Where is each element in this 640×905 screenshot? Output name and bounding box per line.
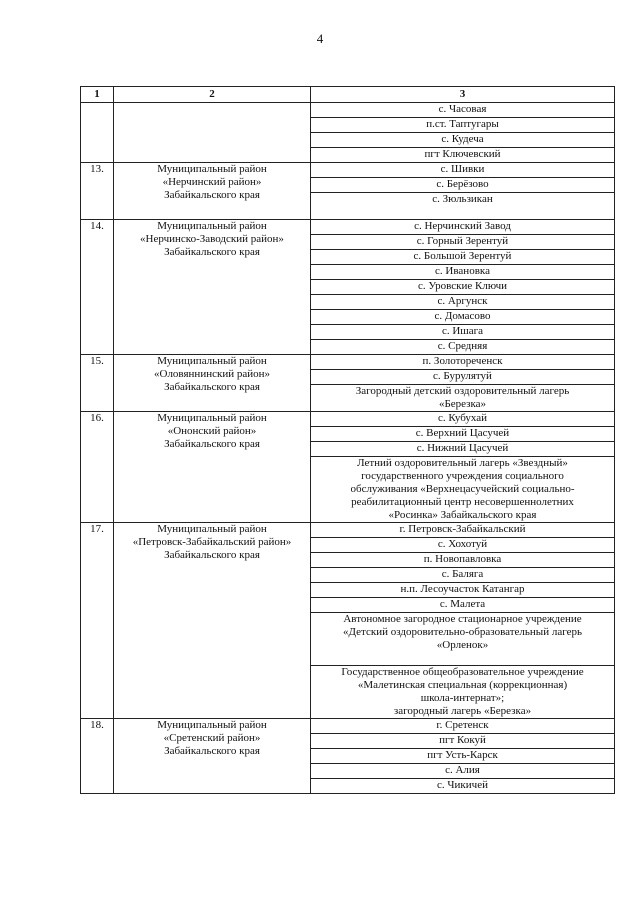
settlement-name-line: Летний оздоровительный лагерь «Звездный» xyxy=(357,457,568,469)
settlement-name-line: п. Золотореченск xyxy=(422,355,503,367)
table-row xyxy=(81,220,615,235)
settlement-cell xyxy=(311,719,615,734)
district-name-line: Муниципальный район xyxy=(157,220,267,232)
district-name-line: «Нерчинский район» xyxy=(162,176,262,188)
settlement-name-line: Автономное загородное стационарное учреждение xyxy=(343,613,582,625)
row-number: 16. xyxy=(81,412,114,523)
settlement-name-line: с. Баляга xyxy=(441,568,484,580)
settlement-cell xyxy=(311,523,615,538)
settlement-cell xyxy=(311,163,615,178)
page-number: 4 xyxy=(316,31,324,46)
district-name-line: «Нерчинско-Заводский район» xyxy=(140,233,284,245)
settlement-name-line: обслуживания «Верхнецасучейский социально- xyxy=(350,483,575,495)
column-header-2: 2 xyxy=(114,87,311,103)
settlement-cell xyxy=(311,538,615,553)
district-name-line: Муниципальный район xyxy=(157,523,267,535)
settlement-name-line: с. Горный Зерентуй xyxy=(416,235,509,247)
settlement-name-line: Загородный детский оздоровительный лагерь xyxy=(355,385,570,397)
settlement-name-line: с. Алия xyxy=(445,764,480,776)
settlement-cell xyxy=(311,235,615,250)
settlement-name-line: н.п. Лесоучасток Катангар xyxy=(400,583,525,595)
district-cell xyxy=(114,412,311,523)
settlement-cell xyxy=(311,220,615,235)
district-cell xyxy=(114,163,311,220)
column-header-3: 3 xyxy=(311,87,615,103)
district-cell xyxy=(114,103,311,163)
settlement-cell xyxy=(311,412,615,427)
settlement-name-line: «Росинка» Забайкальского края xyxy=(388,509,537,521)
settlement-name-line: «Березка» xyxy=(438,398,487,410)
column-header-1: 1 xyxy=(81,87,114,103)
settlement-name-line: п.ст. Таптугары xyxy=(426,118,499,130)
settlement-name-line: с. Хохотуй xyxy=(437,538,488,550)
settlement-cell xyxy=(311,764,615,779)
row-number: 13. xyxy=(81,163,114,220)
settlement-cell xyxy=(311,265,615,280)
district-cell xyxy=(114,523,311,719)
settlement-cell xyxy=(311,553,615,568)
district-name-line: Забайкальского края xyxy=(164,189,260,201)
settlement-name-line: с. Берёзово xyxy=(436,178,489,190)
settlement-name-line: с. Шивки xyxy=(440,163,485,175)
row-number: 18. xyxy=(81,719,114,794)
settlement-cell xyxy=(311,666,615,719)
settlement-cell xyxy=(311,295,615,310)
settlement-cell xyxy=(311,118,615,133)
settlement-name-line xyxy=(315,652,610,665)
settlement-cell xyxy=(311,613,615,666)
settlement-cell xyxy=(311,103,615,118)
settlement-cell xyxy=(311,598,615,613)
settlement-name-line xyxy=(315,206,610,219)
settlement-name-line: с. Кубухай xyxy=(437,412,488,424)
settlement-cell xyxy=(311,457,615,523)
table-row xyxy=(81,103,615,118)
district-name-line: Забайкальского края xyxy=(164,745,260,757)
district-name-line: Муниципальный район xyxy=(157,163,267,175)
district-cell xyxy=(114,719,311,794)
settlement-cell xyxy=(311,749,615,764)
settlement-name-line: загородный лагерь «Березка» xyxy=(393,705,532,717)
settlement-cell xyxy=(311,193,615,220)
district-name-line: Забайкальского края xyxy=(164,438,260,450)
settlement-name-line: п. Новопавловка xyxy=(423,553,502,565)
district-cell xyxy=(114,220,311,355)
settlement-name-line: с. Аргунск xyxy=(437,295,488,307)
settlement-cell xyxy=(311,779,615,794)
settlement-name-line: г. Петровск-Забайкальский xyxy=(399,523,526,535)
settlement-name-line: с. Чикичей xyxy=(437,779,488,791)
district-name-line: «Ононский район» xyxy=(167,425,257,437)
settlement-cell xyxy=(311,370,615,385)
settlement-name-line: с. Домасово xyxy=(434,310,491,322)
settlement-name-line: с. Нижний Цасучей xyxy=(416,442,509,454)
table-row xyxy=(81,719,615,734)
district-name-line: «Оловяннинский район» xyxy=(154,368,270,380)
district-name-line: Забайкальского края xyxy=(164,246,260,258)
settlement-name-line: реабилитационный центр несовершеннолетних xyxy=(351,496,574,508)
settlement-cell xyxy=(311,583,615,598)
settlement-name-line: школа-интернат»; xyxy=(420,692,505,704)
settlement-name-line: с. Малета xyxy=(439,598,486,610)
settlements-table xyxy=(80,86,615,794)
settlement-name-line: с. Часовая xyxy=(438,103,487,115)
settlement-cell xyxy=(311,427,615,442)
settlement-name-line: с. Большой Зерентуй xyxy=(413,250,512,262)
settlement-name-line: г. Сретенск xyxy=(436,719,489,731)
table-row xyxy=(81,163,615,178)
settlement-cell xyxy=(311,148,615,163)
settlement-cell xyxy=(311,734,615,749)
table-row xyxy=(81,523,615,538)
settlement-name-line: пгт Усть-Карск xyxy=(427,749,498,761)
settlement-name-line: с. Зюльзикан xyxy=(432,193,493,205)
district-name-line: Муниципальный район xyxy=(157,355,267,367)
settlement-name-line: с. Нерчинский Завод xyxy=(414,220,511,232)
settlement-name-line: «Орленок» xyxy=(436,639,489,651)
table-row xyxy=(81,412,615,427)
settlement-name-line: пгт Кокуй xyxy=(439,734,486,746)
district-name-line: Забайкальского края xyxy=(164,549,260,561)
district-name-line: «Петровск-Забайкальский район» xyxy=(132,536,292,548)
table-body xyxy=(81,103,615,794)
district-cell xyxy=(114,355,311,412)
settlement-cell xyxy=(311,385,615,412)
settlement-cell xyxy=(311,310,615,325)
settlement-name-line: с. Средняя xyxy=(437,340,488,352)
settlement-cell xyxy=(311,280,615,295)
district-name-line: Муниципальный район xyxy=(157,412,267,424)
row-number xyxy=(81,103,114,163)
row-number: 17. xyxy=(81,523,114,719)
settlement-cell xyxy=(311,178,615,193)
settlement-name-line: с. Ишага xyxy=(441,325,484,337)
district-name-line: Муниципальный район xyxy=(157,719,267,731)
settlement-name-line: «Малетинская специальная (коррекционная) xyxy=(357,679,568,691)
settlement-cell xyxy=(311,325,615,340)
settlement-cell xyxy=(311,442,615,457)
settlement-name-line: с. Ивановка xyxy=(435,265,490,277)
settlement-name-line: с. Уровские Ключи xyxy=(417,280,508,292)
settlement-name-line: пгт Ключевский xyxy=(424,148,501,160)
settlement-cell xyxy=(311,355,615,370)
settlement-name-line: «Детский оздоровительно-образовательный лагерь xyxy=(343,626,582,638)
settlement-cell xyxy=(311,340,615,355)
settlement-cell xyxy=(311,250,615,265)
row-number: 14. xyxy=(81,220,114,355)
table-row xyxy=(81,355,615,370)
row-number: 15. xyxy=(81,355,114,412)
district-name-line: «Сретенский район» xyxy=(163,732,261,744)
settlement-cell xyxy=(311,133,615,148)
header-row xyxy=(81,87,615,103)
settlement-name-line: с. Бурулятуй xyxy=(433,370,492,382)
settlement-cell xyxy=(311,568,615,583)
settlement-name-line: с. Верхний Цасучей xyxy=(415,427,510,439)
district-name-line: Забайкальского края xyxy=(164,381,260,393)
settlement-name-line: Государственное общеобразовательное учреждение xyxy=(341,666,584,678)
settlement-name-line: государственного учреждения социального xyxy=(361,470,564,482)
settlement-name-line: с. Кудеча xyxy=(441,133,484,145)
